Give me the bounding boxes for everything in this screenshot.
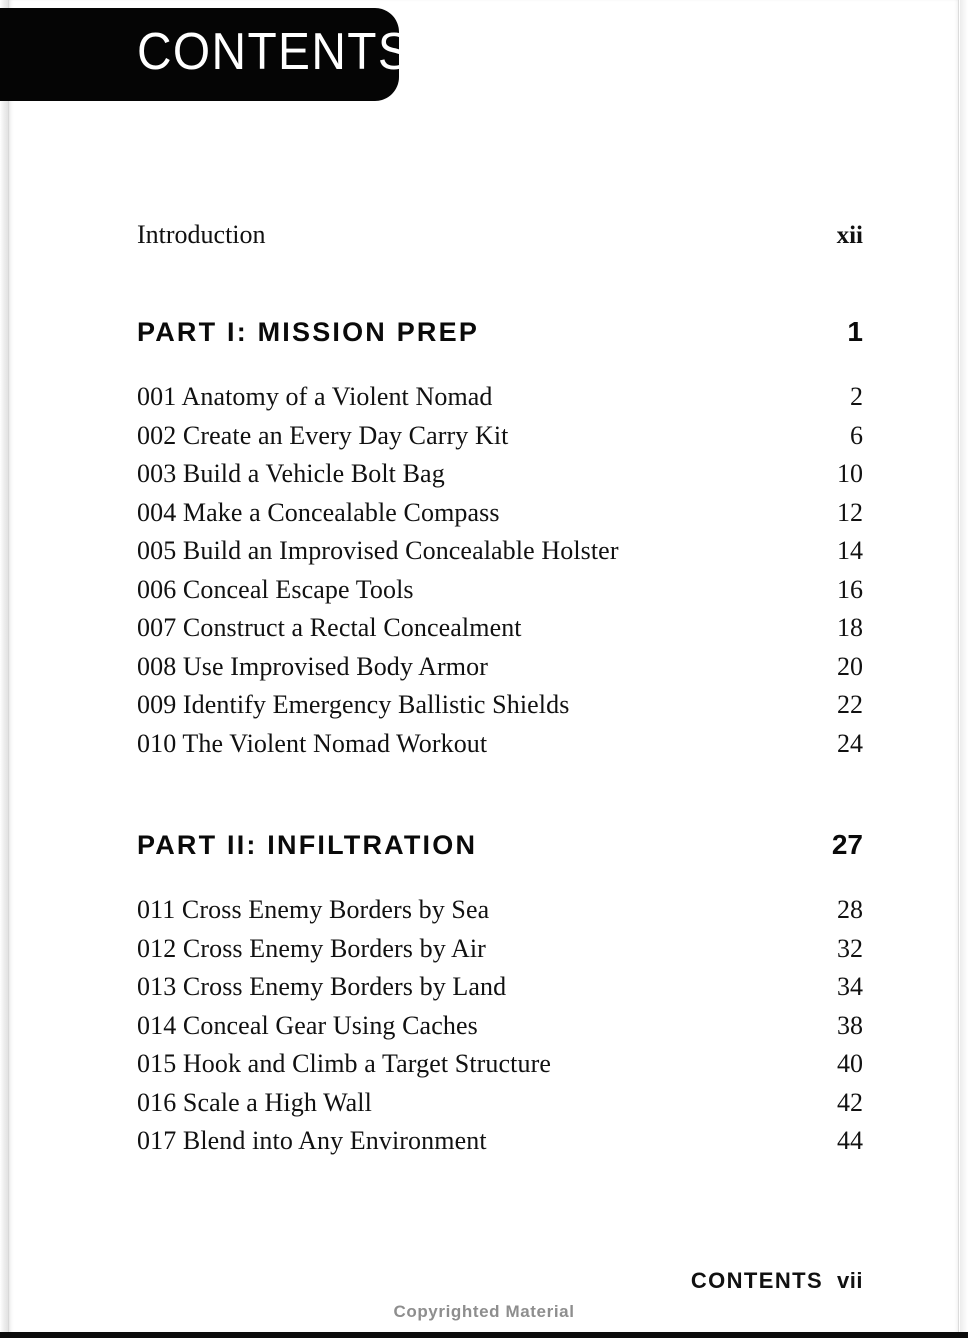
toc-entry-page-number: 2: [850, 382, 863, 411]
toc-row[interactable]: [137, 686, 863, 725]
toc-entry-label: 014 Conceal Gear Using Caches: [137, 1010, 478, 1040]
toc-row[interactable]: [137, 1007, 863, 1046]
part-heading-page-number: 27: [831, 829, 863, 860]
toc-entry-label: 002 Create an Every Day Carry Kit: [137, 420, 509, 450]
toc-entry-label: 001 Anatomy of a Violent Nomad: [137, 382, 493, 411]
toc-entry-page-number: 42: [837, 1087, 863, 1117]
toc-entry-label: 005 Build an Improvised Concealable Holster: [137, 536, 619, 565]
spacer: [137, 863, 863, 891]
toc-row[interactable]: [137, 571, 863, 610]
left-spine-shading: [0, 0, 8, 1333]
toc-entry-page-number: 20: [837, 651, 863, 681]
folio-number: vii: [837, 1268, 863, 1293]
toc-row[interactable]: [137, 1084, 863, 1123]
spacer: [137, 256, 863, 314]
toc-entry-page-number: xii: [836, 222, 863, 249]
page-footer: [137, 1268, 863, 1294]
toc-row[interactable]: [137, 1045, 863, 1084]
toc-row[interactable]: [137, 417, 863, 456]
toc-entry-label: 006 Conceal Escape Tools: [137, 574, 414, 604]
toc-entry-page-number: 14: [837, 536, 863, 565]
bottom-black-strip: [0, 1332, 968, 1338]
toc-entry-label: 010 The Violent Nomad Workout: [137, 728, 488, 758]
toc-entry-page-number: 40: [837, 1049, 863, 1078]
toc-entry-label: 008 Use Improvised Body Armor: [137, 651, 488, 681]
toc-entry-page-number: 34: [837, 972, 863, 1001]
book-page: [8, 0, 959, 1333]
right-edge-shading: [960, 0, 968, 1333]
toc-row[interactable]: [137, 725, 863, 764]
running-head: CONTENTS: [690, 1268, 824, 1293]
spacer: [137, 350, 863, 378]
copyright-watermark: Copyrighted Material: [393, 1302, 575, 1321]
table-of-contents: [137, 215, 863, 1161]
toc-row[interactable]: [137, 532, 863, 571]
toc-entry-page-number: 24: [837, 728, 863, 758]
toc-entry-label: 013 Cross Enemy Borders by Land: [137, 972, 507, 1001]
toc-entry-label: Introduction: [137, 220, 266, 249]
toc-entry-page-number: 32: [837, 933, 863, 963]
spacer: [137, 763, 863, 827]
toc-row[interactable]: [137, 968, 863, 1007]
part-heading-label: PART II: INFILTRATION: [137, 830, 478, 860]
toc-entry-page-number: 16: [837, 574, 863, 604]
toc-row-introduction[interactable]: [137, 215, 863, 256]
toc-row[interactable]: [137, 930, 863, 969]
toc-entry-label: 017 Blend into Any Environment: [137, 1126, 487, 1155]
toc-entry-page-number: 38: [837, 1010, 863, 1040]
toc-entry-label: 012 Cross Enemy Borders by Air: [137, 933, 486, 963]
page-title: CONTENTS: [137, 23, 412, 81]
toc-row[interactable]: [137, 378, 863, 417]
toc-row[interactable]: [137, 648, 863, 687]
toc-entry-label: 011 Cross Enemy Borders by Sea: [137, 895, 490, 924]
toc-entry-page-number: 10: [837, 459, 863, 488]
toc-entry-page-number: 28: [837, 895, 863, 924]
toc-row[interactable]: [137, 455, 863, 494]
toc-entry-label: 003 Build a Vehicle Bolt Bag: [137, 459, 445, 488]
toc-entry-label: 016 Scale a High Wall: [137, 1087, 372, 1117]
toc-row[interactable]: [137, 1122, 863, 1161]
toc-entry-page-number: 6: [850, 420, 863, 450]
toc-entry-page-number: 18: [837, 613, 863, 642]
toc-entry-page-number: 22: [837, 690, 863, 719]
toc-entry-label: 007 Construct a Rectal Concealment: [137, 613, 522, 642]
toc-row[interactable]: [137, 891, 863, 930]
part-heading-label: PART I: MISSION PREP: [137, 317, 480, 347]
toc-row[interactable]: [137, 494, 863, 533]
toc-entry-page-number: 44: [837, 1126, 863, 1155]
toc-part-heading-2[interactable]: [137, 827, 863, 863]
toc-entry-label: 009 Identify Emergency Ballistic Shields: [137, 690, 570, 719]
toc-entry-label: 015 Hook and Climb a Target Structure: [137, 1049, 551, 1078]
part-heading-page-number: 1: [847, 316, 863, 347]
toc-row[interactable]: [137, 609, 863, 648]
toc-entry-label: 004 Make a Concealable Compass: [137, 497, 500, 527]
toc-part-heading-1[interactable]: [137, 314, 863, 350]
toc-entry-page-number: 12: [837, 497, 863, 527]
